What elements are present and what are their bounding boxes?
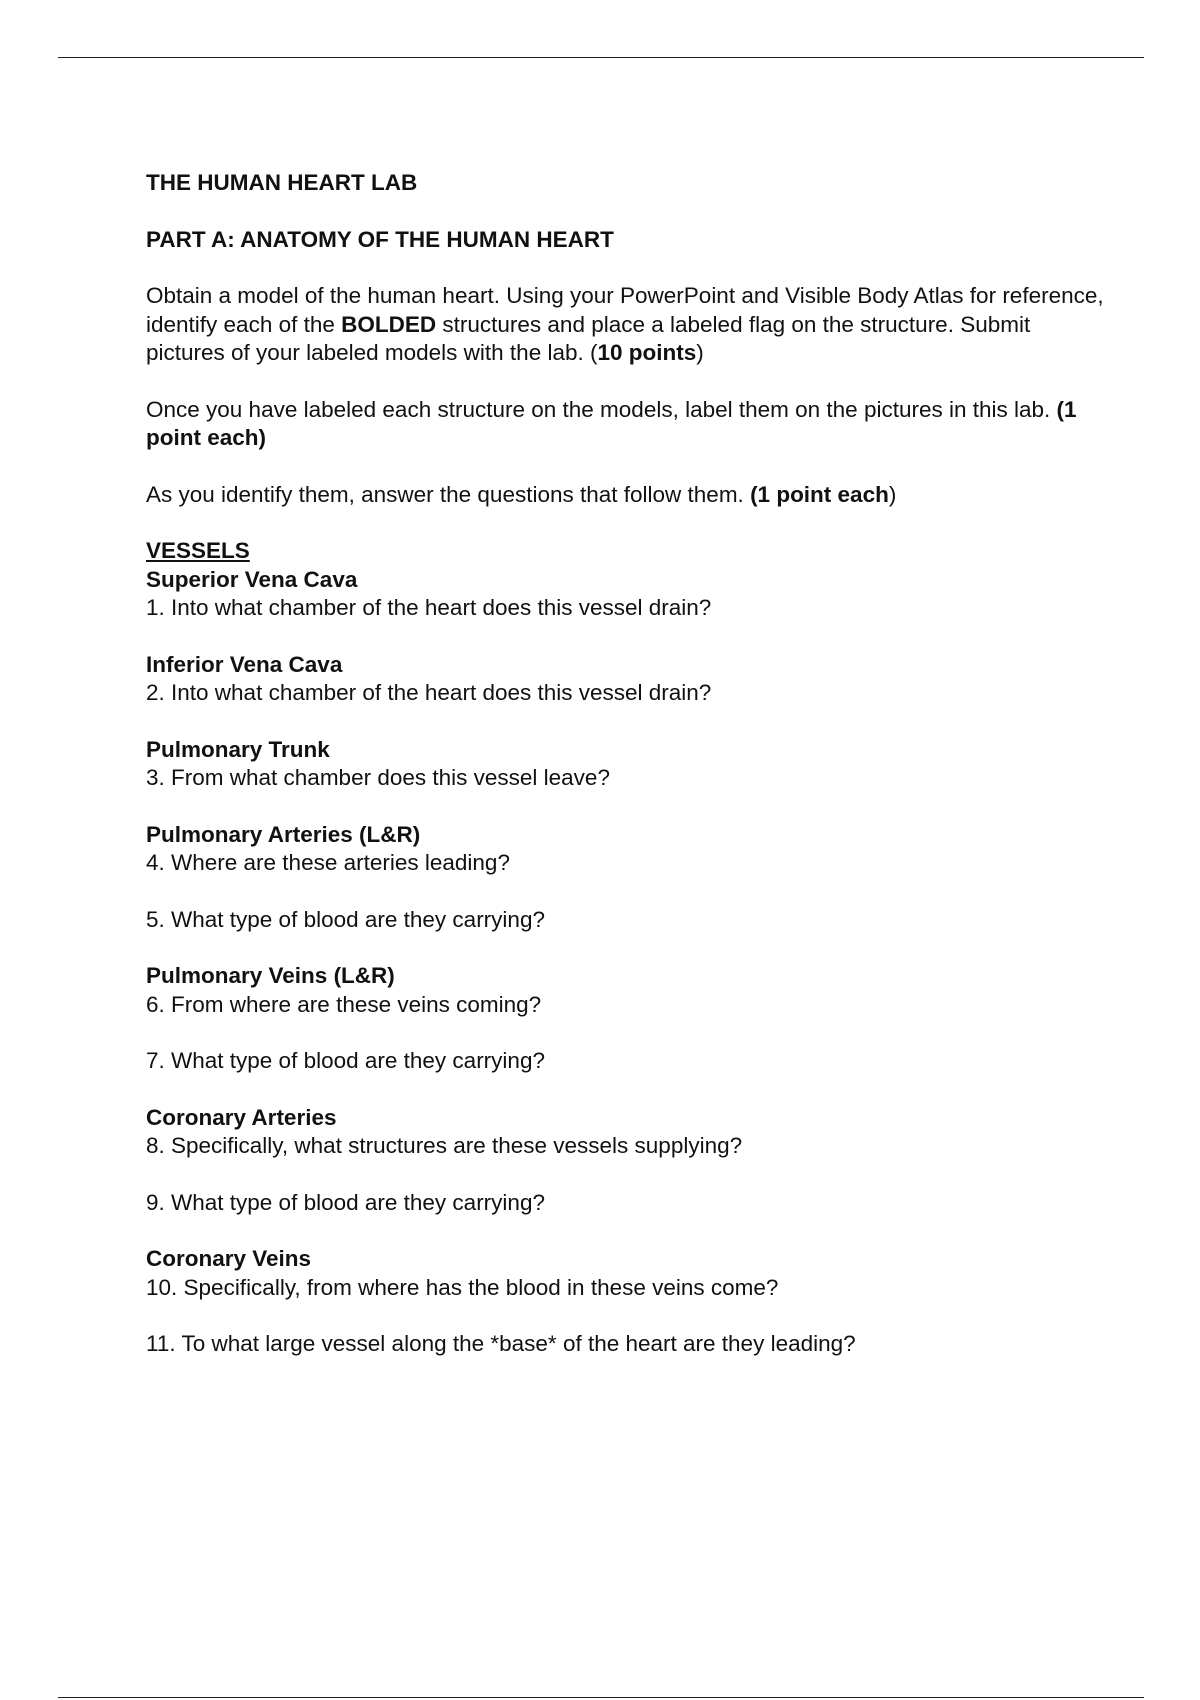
document-body [146, 169, 1106, 1359]
question: 7. What type of blood are they carrying? [146, 1048, 545, 1073]
intro-paragraph-3: As you identify them, answer the questions that follow them. (1 point each) [146, 481, 897, 507]
part-a-heading: PART A: ANATOMY OF THE HUMAN HEART [146, 226, 614, 252]
intro-paragraph-1: Obtain a model of the human heart. Using your PowerPoint and Visible Body Atlas for reference, identify each of the BOLDED structures and place a labeled flag on the structure. Submit pictures of your labeled models with the lab. (10 points) [146, 283, 1104, 365]
question: 1. Into what chamber of the heart does this vessel drain? [146, 595, 712, 620]
vessel-block [146, 651, 1106, 708]
question: 8. Specifically, what structures are these vessels supplying? [146, 1133, 743, 1158]
vessel-name: Superior Vena Cava [146, 566, 358, 592]
vessel-block [146, 1245, 1106, 1359]
vessel-name: Inferior Vena Cava [146, 651, 343, 677]
question: 2. Into what chamber of the heart does this vessel drain? [146, 680, 712, 705]
document-title: THE HUMAN HEART LAB [146, 170, 418, 195]
section-heading-vessels: VESSELS [146, 538, 250, 563]
vessel-name: Pulmonary Veins (L&R) [146, 963, 395, 988]
question: 9. What type of blood are they carrying? [146, 1189, 545, 1215]
question: 3. From what chamber does this vessel leave? [146, 765, 610, 790]
bottom-rule [58, 1697, 1144, 1698]
vessel-block [146, 566, 1106, 623]
vessel-block [146, 962, 1106, 1076]
question: 10. Specifically, from where has the blood in these veins come? [146, 1274, 779, 1300]
top-rule [58, 57, 1144, 58]
vessel-name: Pulmonary Trunk [146, 736, 330, 762]
vessel-name: Coronary Arteries [146, 1104, 337, 1130]
intro-paragraph-2: Once you have labeled each structure on the models, label them on the pictures in this lab. (1 point each) [146, 396, 1077, 450]
question: 6. From where are these veins coming? [146, 991, 542, 1017]
vessel-name: Pulmonary Arteries (L&R) [146, 821, 421, 847]
vessel-block [146, 1104, 1106, 1218]
question: 4. Where are these arteries leading? [146, 850, 510, 875]
question: 11. To what large vessel along the *base* of the heart are they leading? [146, 1331, 856, 1356]
vessel-block [146, 821, 1106, 935]
vessel-block [146, 736, 1106, 793]
question: 5. What type of blood are they carrying? [146, 906, 545, 932]
vessel-name: Coronary Veins [146, 1246, 312, 1271]
